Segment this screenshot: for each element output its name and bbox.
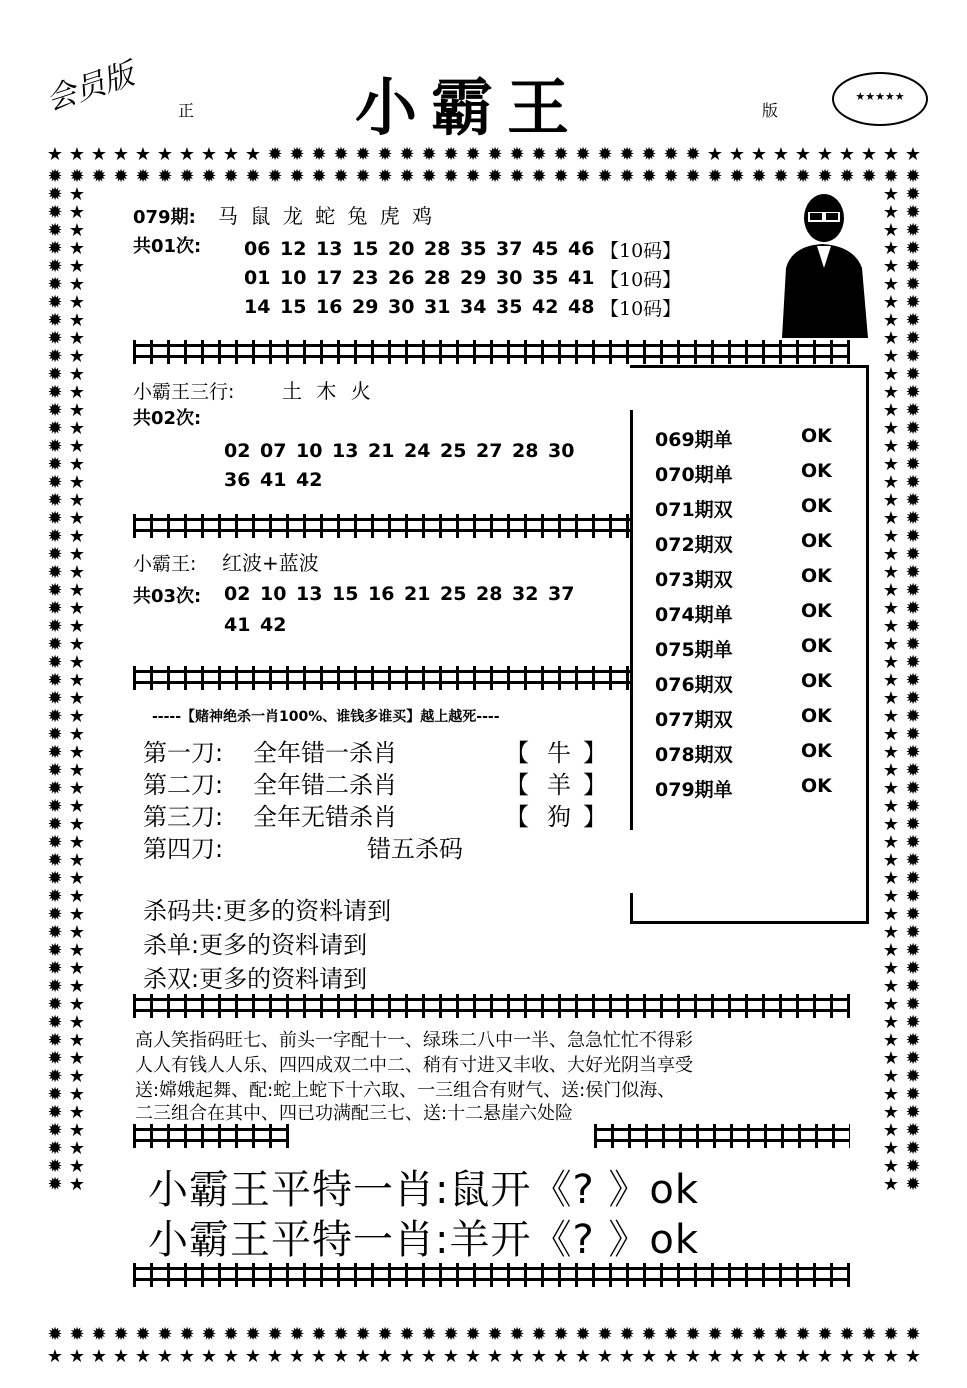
knife-close-bracket: 】: [583, 739, 607, 767]
knife-value: 羊: [547, 771, 571, 799]
final-prediction-2: 小霸王平特一肖:羊开《? 》ok: [148, 1217, 700, 1263]
knife-value: 狗: [547, 803, 571, 831]
rail-divider-5a: [133, 1124, 289, 1148]
knife-label: 第一刀:: [143, 739, 224, 767]
record-period: 071期双: [655, 499, 733, 521]
count-tag-2: 【10码】: [600, 269, 682, 291]
record-row: [655, 600, 832, 627]
knife-value: 牛: [547, 739, 571, 767]
record-result: OK: [801, 425, 832, 447]
record-row: [655, 460, 832, 487]
person-photo: [772, 188, 872, 338]
number-row-1: 06 12 13 15 20 28 35 37 45 46: [244, 238, 595, 260]
knife-label: 第四刀:: [143, 835, 224, 863]
rail-divider-4: [133, 994, 850, 1018]
record-row: [655, 635, 832, 662]
rail-divider-5b: [594, 1124, 850, 1148]
number-row-3: 14 15 16 29 30 31 34 35 42 48: [244, 296, 595, 318]
record-row: [655, 705, 832, 732]
record-period: 079期单: [655, 779, 733, 801]
number-line-3b: 41 42: [224, 614, 287, 636]
rail-divider-3: [133, 666, 630, 690]
seal-stars: ★★★★★: [855, 90, 905, 103]
star-border-right: ★ ★ ★ ★ ★ ★ ★ ★ ★ ★ ★ ★ ★ ★ ★ ★ ★ ★ ★ ★ ★ ★ ★ ★ ★ ★ ★ ★ ★ ★ ★ ★ ★ ★ ★ ★ ★ ★ ★ ★ ★ ★ ★ ★ ★ ★ ★ ★ ★ ★ ★ ★ ★ ★ ★ ★ ✹ ✹ ✹ ✹ ✹ ✹ ✹ ✹ ✹ ✹ ✹ ✹ ✹ ✹ ✹ ✹ ✹ ✹ ✹ ✹ ✹ ✹ ✹ ✹ ✹ ✹ ✹ ✹ ✹ ✹ ✹ ✹ ✹ ✹ ✹ ✹ ✹ ✹ ✹ ✹ ✹ ✹ ✹ ✹ ✹ ✹ ✹ ✹ ✹ ✹ ✹ ✹ ✹ ✹ ✹ ✹: [882, 186, 921, 1195]
record-row: [655, 775, 832, 802]
knife-open-bracket: 【: [505, 771, 529, 799]
knife-close-bracket: 】: [583, 803, 607, 831]
record-row: [655, 565, 832, 592]
record-period: 075期单: [655, 639, 733, 661]
star-border-bottom: ✹ ✹ ✹ ✹ ✹ ✹ ✹ ✹ ✹ ✹ ✹ ✹ ✹ ✹ ✹ ✹ ✹ ✹ ✹ ✹ ✹ ✹ ✹ ✹ ✹ ✹ ✹ ✹ ✹ ✹ ✹ ✹ ✹ ✹ ✹ ✹ ✹ ✹ ✹ ✹ ★ ★ ★ ★ ★ ★ ★ ★ ★ ★ ★ ★ ★ ★ ★ ★ ★ ★ ★ ★ ★ ★ ★ ★ ★ ★ ★ ★ ★ ★ ★ ★ ★ ★ ★ ★ ★ ★ ★ ★: [46, 1326, 922, 1367]
knife-desc: 全年无错杀肖: [253, 803, 397, 831]
knife-label: 第二刀:: [143, 771, 224, 799]
poem-line: 送:嫦娥起舞、配:蛇上蛇下十六取、一三组合有财气、送:侯门似海、: [135, 1080, 676, 1101]
record-result: OK: [801, 705, 832, 727]
record-result: OK: [801, 460, 832, 482]
record-period: 076期双: [655, 674, 733, 696]
kill-banner: -----【赌神绝杀一肖100%、谁钱多谁买】越上越死----: [152, 709, 500, 725]
record-period: 074期单: [655, 604, 733, 626]
poem-line: 人人有钱人人乐、四四成双二中二、稍有寸进又丰收、大好光阴当享受: [135, 1055, 693, 1076]
three-elements-label: 小霸王三行:: [133, 381, 235, 403]
record-period: 070期单: [655, 464, 733, 486]
record-result: OK: [801, 635, 832, 657]
times-label-2: 共02次:: [133, 408, 202, 429]
record-result: OK: [801, 600, 832, 622]
number-line-2a: 02 07 10 13 21 24 25 27 28 30: [224, 440, 575, 462]
star-border-left: ✹ ✹ ✹ ✹ ✹ ✹ ✹ ✹ ✹ ✹ ✹ ✹ ✹ ✹ ✹ ✹ ✹ ✹ ✹ ✹ ✹ ✹ ✹ ✹ ✹ ✹ ✹ ✹ ✹ ✹ ✹ ✹ ✹ ✹ ✹ ✹ ✹ ✹ ✹ ✹ ✹ ✹ ✹ ✹ ✹ ✹ ✹ ✹ ✹ ✹ ✹ ✹ ✹ ✹ ✹ ✹ ★ ★ ★ ★ ★ ★ ★ ★ ★ ★ ★ ★ ★ ★ ★ ★ ★ ★ ★ ★ ★ ★ ★ ★ ★ ★ ★ ★ ★ ★ ★ ★ ★ ★ ★ ★ ★ ★ ★ ★ ★ ★ ★ ★ ★ ★ ★ ★ ★ ★ ★ ★ ★ ★ ★ ★: [47, 186, 86, 1195]
knife-row: [143, 829, 623, 861]
poem-line: 高人笑指码旺七、前头一字配十一、绿珠二八中一半、急急忙忙不得彩: [135, 1030, 693, 1051]
knife-open-bracket: 【: [505, 803, 529, 831]
number-row-2: 01 10 17 23 26 28 29 30 35 41: [244, 267, 595, 289]
number-line-2b: 36 41 42: [224, 469, 323, 491]
record-row: [655, 530, 832, 557]
record-row: [655, 740, 832, 767]
wave-value: 红波+蓝波: [222, 551, 319, 575]
seal-stamp: [832, 72, 928, 126]
kill-even-line: 杀双:更多的资料请到: [143, 965, 368, 993]
poem-line: 二三组合在其中、四已功满配三七、送:十二悬崖六处险: [135, 1103, 574, 1124]
record-result: OK: [801, 670, 832, 692]
record-result: OK: [801, 495, 832, 517]
record-row: [655, 425, 832, 452]
record-period: 072期双: [655, 534, 733, 556]
record-period: 078期双: [655, 744, 733, 766]
record-result: OK: [801, 775, 832, 797]
knife-desc: 错五杀码: [367, 835, 463, 863]
page-title: 小霸王: [355, 71, 584, 144]
final-prediction-1: 小霸王平特一肖:鼠开《? 》ok: [148, 1167, 700, 1213]
record-box-bottom: [630, 893, 869, 924]
left-mark: 正: [178, 101, 195, 120]
right-mark: 版: [762, 101, 779, 120]
times-label-1: 共01次:: [133, 236, 202, 257]
number-line-3a: 02 10 13 15 16 21 25 28 32 37: [224, 583, 575, 605]
kill-code-line: 杀码共:更多的资料请到: [143, 897, 392, 925]
knife-desc: 全年错二杀肖: [253, 771, 397, 799]
knife-row: [143, 765, 623, 797]
rail-divider-1: [133, 340, 850, 364]
rail-divider-6: [133, 1263, 850, 1287]
period-label: 079期:: [133, 207, 196, 228]
record-period: 077期双: [655, 709, 733, 731]
rail-divider-2: [133, 514, 630, 538]
knife-label: 第三刀:: [143, 803, 224, 831]
knife-close-bracket: 】: [583, 771, 607, 799]
count-tag-1: 【10码】: [600, 240, 682, 262]
record-result: OK: [801, 530, 832, 552]
record-row: [655, 670, 832, 697]
record-row: [655, 495, 832, 522]
knife-row: [143, 797, 623, 829]
three-elements-value: 土 木 火: [282, 379, 375, 403]
kill-odd-line: 杀单:更多的资料请到: [143, 931, 368, 959]
star-border-top: ★ ★ ★ ★ ★ ★ ★ ★ ★ ★ ✹ ✹ ✹ ✹ ✹ ✹ ✹ ✹ ✹ ✹ ✹ ✹ ✹ ✹ ✹ ✹ ✹ ✹ ✹ ✹ ★ ★ ★ ★ ★ ★ ★ ★ ★ ★ ✹ ✹ ✹ ✹ ✹ ✹ ✹ ✹ ✹ ✹ ✹ ✹ ✹ ✹ ✹ ✹ ✹ ✹ ✹ ✹ ✹ ✹ ✹ ✹ ✹ ✹ ✹ ✹ ✹ ✹ ✹ ✹ ✹ ✹ ✹ ✹ ✹ ✹ ✹ ✹: [46, 146, 922, 186]
record-box-left-edge: [630, 410, 633, 830]
handwritten-label: 会员版: [41, 56, 139, 118]
record-result: OK: [801, 565, 832, 587]
knife-desc: 全年错一杀肖: [253, 739, 397, 767]
record-period: 073期双: [655, 569, 733, 591]
record-period: 069期单: [655, 429, 733, 451]
times-label-3: 共03次:: [133, 586, 202, 607]
wave-label: 小霸王:: [133, 553, 197, 575]
knife-open-bracket: 【: [505, 739, 529, 767]
record-result: OK: [801, 740, 832, 762]
count-tag-3: 【10码】: [600, 298, 682, 320]
knife-row: [143, 733, 623, 765]
zodiac-list: 马 鼠 龙 蛇 兔 虎 鸡: [218, 204, 436, 228]
